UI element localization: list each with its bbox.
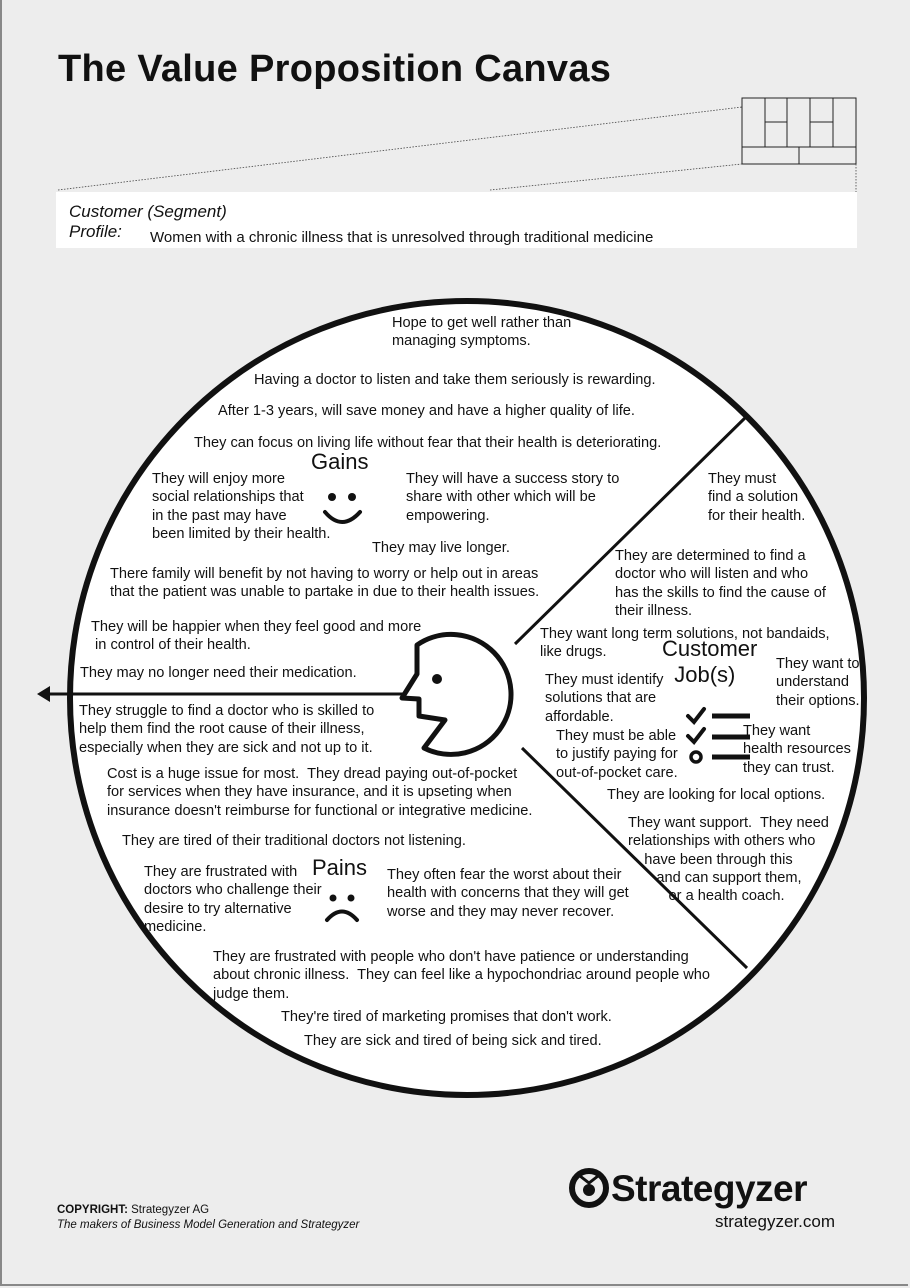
arrow-left-icon [37,686,50,702]
head-eye [432,674,442,684]
gain-item: They may live longer. [372,540,510,556]
gain-item: After 1-3 years, will save money and have a higher quality of life. [218,403,635,419]
gain-item: They will have a success story to share with other which will be empowering. [406,471,620,524]
gain-item: There family will benefit by not having to worry or help out in areas that the patient was unable to partake in due to their health issues. [110,566,540,601]
jobs-heading: Customer Job(s) [662,636,758,687]
perspective-lines [58,107,856,192]
gain-item: Hope to get well rather than managing symptoms. [392,315,572,350]
pain-item: They're tired of marketing promises that don't work. [281,1009,612,1025]
mini-canvas-icon [742,98,856,164]
gain-item: Having a doctor to listen and take them seriously is rewarding. [254,372,656,388]
job-item: They are determined to find a doctor who will listen and who has the skills to find the cause of their illness. [615,548,826,619]
job-item: They want to understand their options. [776,656,860,709]
copyright-label: COPYRIGHT: [57,1204,128,1216]
gains-heading: Gains [311,449,369,474]
job-item: They want support. They need relationships with others who have been through this and can support them, or a health coach. [628,815,829,905]
job-item: They want health resources they can trust. [743,723,851,776]
profile-label: Customer (Segment) Profile: [69,202,227,241]
gain-item: They will enjoy more social relationships that in the past may have been limited by their health. [152,471,331,542]
pain-item: They are sick and tired of being sick and tired. [304,1033,602,1049]
job-item: They must find a solution for their health. [708,471,806,524]
job-item: They must identify solutions that are affordable. [545,672,664,725]
job-item: They must be able to justify paying for out-of-pocket care. [556,728,678,781]
gain-item: They may no longer need their medication. [80,665,357,681]
gain-item: They will be happier when they feel good and more in control of their health. [91,619,422,654]
copyright-tagline: The makers of Business Model Generation and Strategyzer [57,1219,360,1231]
page-title: The Value Proposition Canvas [58,48,612,90]
pain-item: They often fear the worst about their health with concerns that they will get worse and they may never recover. [387,867,629,920]
pain-item: They are frustrated with people who don't have patience or understanding about chronic illness. They can feel like a hypochondriac around people who judge them. [213,949,711,1002]
pain-item: Cost is a huge issue for most. They dread paying out-of-pocket for services when they have insurance, and it is upseting when insurance doesn't reimburse for functional or integrative medicine. [107,766,533,819]
copyright [57,1203,359,1233]
pains-heading: Pains [312,855,368,880]
copyright-holder: Strategyzer AG [131,1204,210,1216]
gain-item: They can focus on living life without fear that their health is deteriorating. [194,435,662,451]
brand-logo-text: Strategyzer [611,1168,808,1209]
brand-site: strategyzer.com [715,1212,835,1231]
pain-item: They are tired of their traditional doctors not listening. [122,833,466,849]
pain-item: They struggle to find a doctor who is skilled to help them find the root cause of their illness, especially when they are sick and not up to it. [79,703,375,756]
profile-box [56,192,857,248]
profile-value: Women with a chronic illness that is unresolved through traditional medicine [150,229,654,246]
job-item: They are looking for local options. [607,787,826,803]
strategyzer-logo-icon [572,1171,606,1205]
pain-item: They are frustrated with doctors who challenge their desire to try alternative medicine. [144,864,322,935]
job-item: They want long term solutions, not bandaids, like drugs. [540,626,830,661]
